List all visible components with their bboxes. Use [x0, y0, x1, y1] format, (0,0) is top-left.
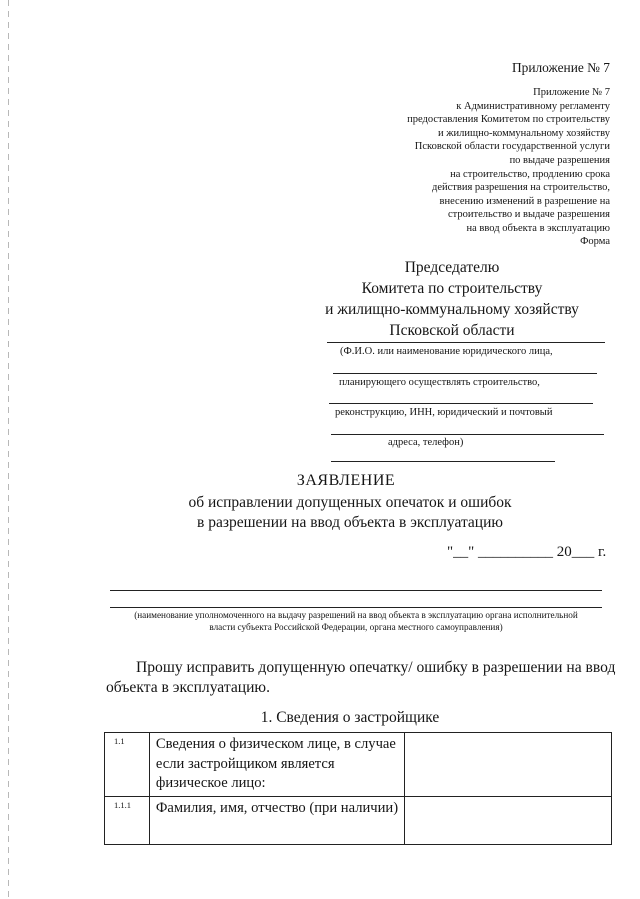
developer-info-table: [104, 732, 612, 845]
applicant-field-line[interactable]: [329, 403, 593, 404]
applicant-hint: реконструкцию, ИНН, юридический и почтовый: [335, 407, 553, 418]
addressee-line: и жилищно-коммунальному хозяйству: [325, 301, 579, 318]
row-value-cell[interactable]: [405, 733, 612, 797]
section-heading: 1. Сведения о застройщике: [260, 709, 440, 726]
appendix-line: и жилищно-коммунальному хозяйству: [438, 127, 610, 139]
applicant-hint: адреса, телефон): [388, 437, 464, 448]
appendix-line: действия разрешения на строительство,: [432, 182, 610, 194]
date-line[interactable]: "__" __________ 20___ г.: [447, 544, 607, 560]
statement-title: ЗАЯВЛЕНИЕ: [296, 472, 396, 489]
applicant-hint: планирующего осуществлять строительство,: [339, 377, 540, 388]
appendix-line: на ввод объекта в эксплуатацию: [466, 222, 610, 234]
addressee-line: Комитета по строительству: [361, 280, 543, 297]
row-label: Фамилия, имя, отчество (при наличии): [149, 796, 405, 844]
row-value-cell[interactable]: [405, 796, 612, 844]
authority-field-line[interactable]: [110, 590, 602, 591]
request-text: Прошу исправить допущенную опечатку/ ошибку в разрешении на ввод: [136, 659, 616, 676]
statement-subtitle: об исправлении допущенных опечаток и ошибок: [188, 494, 512, 511]
appendix-reference: [407, 86, 610, 236]
appendix-line: строительство и выдаче разрешения: [448, 209, 610, 221]
scan-edge-artifact: [8, 0, 9, 899]
applicant-hint: (Ф.И.О. или наименование юридического лица,: [340, 346, 553, 357]
table-row: [105, 796, 612, 844]
row-label: Сведения о физическом лице, в случае если застройщиком является физическое лицо:: [149, 733, 405, 797]
appendix-line: предоставления Комитетом по строительству: [407, 114, 610, 126]
authority-hint: власти субъекта Российской Федерации, органа местного самоуправления): [209, 622, 503, 632]
appendix-line: по выдаче разрешения: [509, 154, 610, 166]
appendix-line: Приложение № 7: [533, 87, 610, 98]
form-label: Форма: [580, 236, 610, 247]
applicant-field-line[interactable]: [331, 434, 604, 435]
authority-hint: (наименование уполномоченного на выдачу разрешений на ввод объекта в эксплуатацию органа исполнительной: [134, 610, 578, 620]
appendix-header: Приложение № 7: [511, 60, 610, 75]
addressee-block: [300, 257, 604, 341]
appendix-line: на строительство, продлению срока: [450, 168, 610, 180]
addressee-line: Председателю: [404, 259, 500, 276]
row-number: 1.1: [105, 733, 150, 797]
applicant-field-line[interactable]: [333, 373, 597, 374]
statement-subtitle: в разрешении на ввод объекта в эксплуатацию: [197, 514, 503, 531]
applicant-field-line[interactable]: [331, 461, 555, 462]
request-text: объекта в эксплуатацию.: [106, 679, 270, 696]
table-row: [105, 733, 612, 797]
applicant-field-line[interactable]: [327, 342, 605, 343]
authority-field-line[interactable]: [110, 607, 602, 608]
appendix-line: Псковской области государственной услуги: [414, 141, 610, 153]
appendix-line: к Административному регламенту: [456, 100, 610, 112]
appendix-line: внесению изменений в разрешение на: [439, 195, 610, 207]
row-number: 1.1.1: [105, 796, 150, 844]
addressee-line: Псковской области: [389, 322, 515, 339]
